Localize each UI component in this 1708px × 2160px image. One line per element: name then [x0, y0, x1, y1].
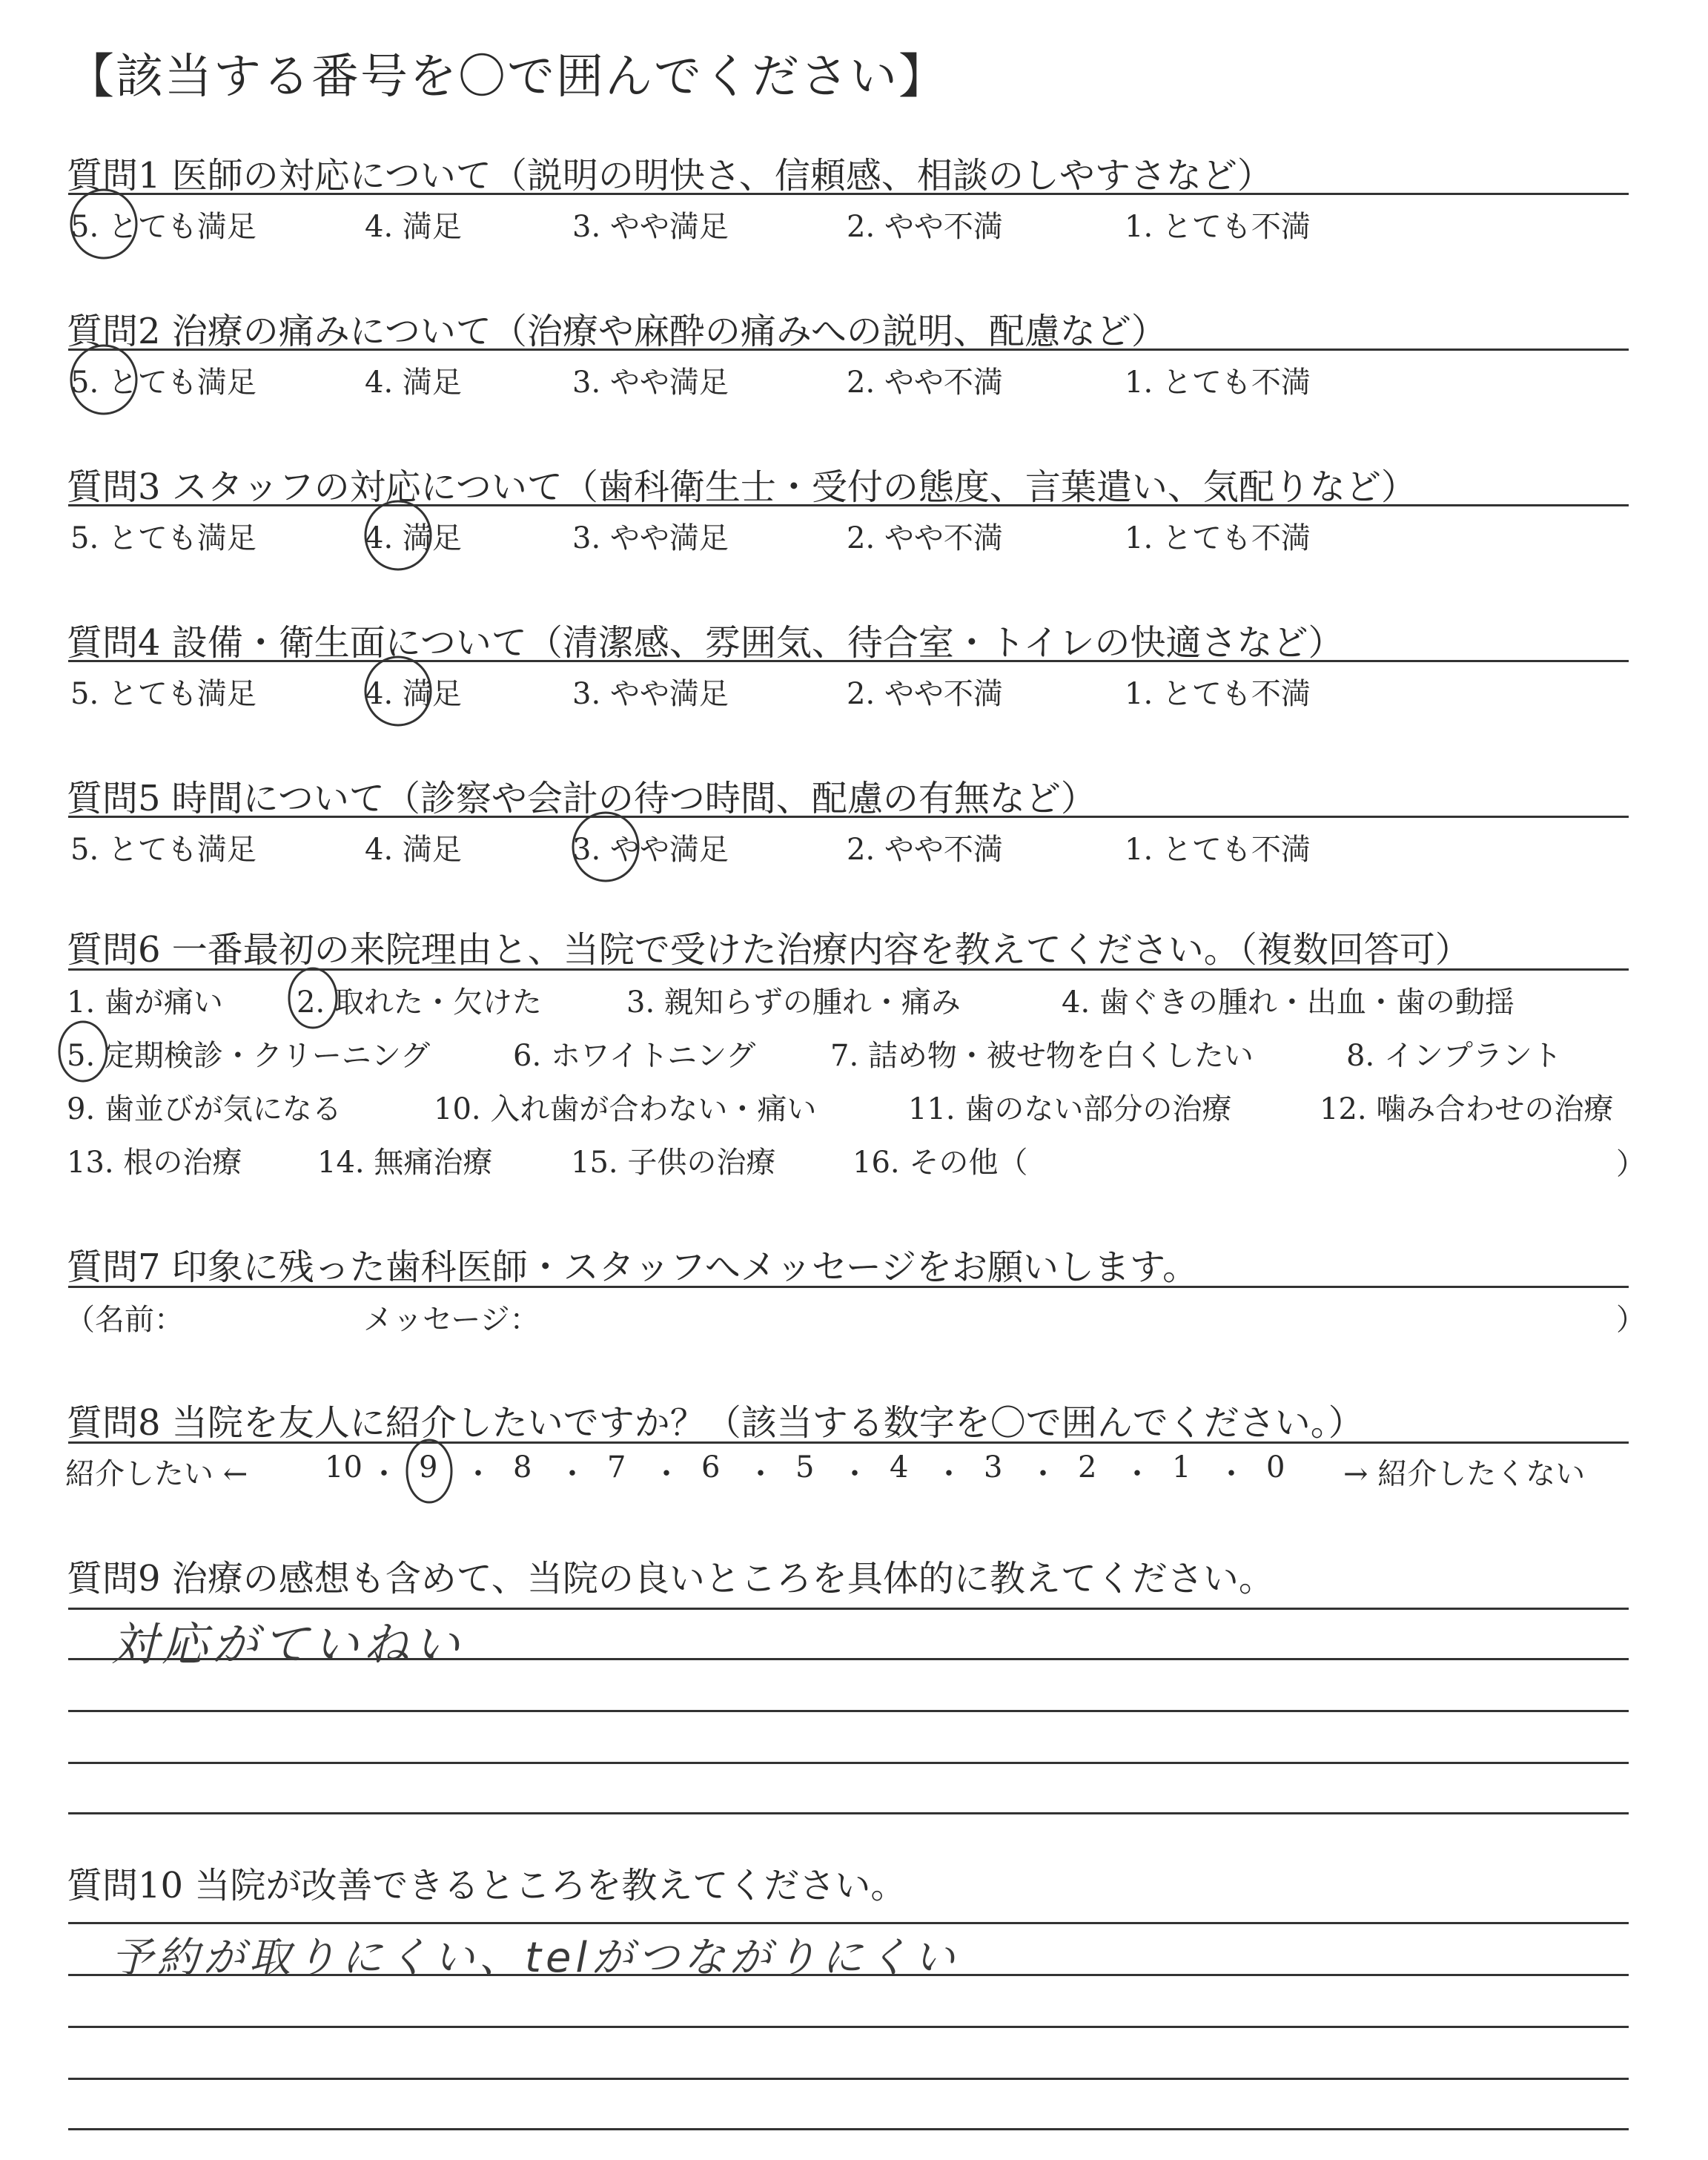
q6-option-5[interactable]: 5. 定期検診・クリーニング — [67, 1039, 431, 1073]
q1-option-5[interactable]: 5. とても満足 — [70, 210, 256, 244]
q8-separator: ・ — [463, 1457, 493, 1491]
q8-separator: ・ — [1122, 1457, 1152, 1491]
q2-option-4[interactable]: 4. 満足 — [365, 366, 462, 400]
q8-selected-circle — [407, 1440, 451, 1502]
q4-option-5[interactable]: 5. とても満足 — [70, 677, 256, 711]
q2-selected-circle — [71, 346, 136, 414]
q4-option-2[interactable]: 2. やや不満 — [847, 677, 1003, 711]
form-header: 【該当する番号を〇で囲んでください】 — [67, 50, 947, 105]
q5-option-5[interactable]: 5. とても満足 — [70, 833, 256, 867]
q6-option-6[interactable]: 6. ホワイトニング — [513, 1039, 756, 1073]
q6-option-8[interactable]: 8. インプラント — [1346, 1039, 1562, 1073]
q6-option-15[interactable]: 15. 子供の治療 — [571, 1146, 776, 1180]
q8-separator: ・ — [557, 1457, 587, 1491]
q5-option-1[interactable]: 1. とても不満 — [1125, 833, 1311, 867]
q6-option-2[interactable]: 2. 取れた・欠けた — [297, 985, 542, 1020]
q8-scale-8[interactable]: 8 — [513, 1450, 532, 1484]
q3-option-4[interactable]: 4. 満足 — [365, 521, 462, 555]
q6-option-10[interactable]: 10. 入れ歯が合わない・痛い — [434, 1092, 817, 1126]
q8-separator: ・ — [1217, 1457, 1246, 1491]
q8-separator: ・ — [840, 1457, 870, 1491]
q3-option-2[interactable]: 2. やや不満 — [847, 521, 1003, 555]
q7-message-label[interactable]: メッセージ： — [363, 1303, 540, 1337]
q4-option-4[interactable]: 4. 満足 — [365, 677, 462, 711]
q4-title: 質問4 設備・衛生面について（清潔感、雰囲気、待合室・トイレの快適さなど） — [67, 622, 1344, 664]
q1-option-4[interactable]: 4. 満足 — [365, 210, 462, 244]
q7-title: 質問7 印象に残った歯科医師・スタッフへメッセージをお願いします。 — [67, 1246, 1199, 1288]
q8-separator: ・ — [1028, 1457, 1058, 1491]
q2-option-3[interactable]: 3. やや満足 — [572, 366, 729, 400]
q6-option-14[interactable]: 14. 無痛治療 — [317, 1146, 493, 1180]
q5-title: 質問5 時間について（診察や会計の待つ時間、配慮の有無など） — [67, 778, 1096, 819]
q8-scale-3[interactable]: 3 — [984, 1450, 1003, 1484]
q8-left-label: 紹介したい ← — [65, 1457, 248, 1491]
q8-scale-4[interactable]: 4 — [890, 1450, 909, 1484]
q3-option-5[interactable]: 5. とても満足 — [70, 521, 256, 555]
q8-separator: ・ — [652, 1457, 681, 1491]
q1-option-3[interactable]: 3. やや満足 — [572, 210, 729, 244]
q6-option-9[interactable]: 9. 歯並びが気になる — [67, 1092, 342, 1126]
q1-option-1[interactable]: 1. とても不満 — [1125, 210, 1311, 244]
q6-option-4[interactable]: 4. 歯ぐきの腫れ・出血・歯の動揺 — [1062, 985, 1515, 1020]
q6-selected-circle-5 — [59, 1022, 107, 1081]
q6-title: 質問6 一番最初の来院理由と、当院で受けた治療内容を教えてください。（複数回答可） — [67, 929, 1471, 971]
q9-handwritten-answer[interactable]: 対応がていねい — [111, 1617, 465, 1671]
q10-handwritten-answer[interactable]: 予約が取りにくい、telがつながりにくい — [111, 1934, 959, 1982]
q2-option-5[interactable]: 5. とても満足 — [70, 366, 256, 400]
q8-title: 質問8 当院を友人に紹介したいですか？（該当する数字を〇で囲んでください。） — [67, 1402, 1364, 1444]
q2-title: 質問2 治療の痛みについて（治療や麻酔の痛みへの説明、配慮など） — [67, 311, 1167, 352]
q6-option-7[interactable]: 7. 詰め物・被せ物を白くしたい — [830, 1039, 1254, 1073]
q10-title: 質問10 当院が改善できるところを教えてください。 — [67, 1865, 907, 1906]
q1-selected-circle — [71, 190, 136, 258]
q8-separator: ・ — [746, 1457, 775, 1491]
q2-option-2[interactable]: 2. やや不満 — [847, 366, 1003, 400]
q7-close-paren: ） — [1616, 1303, 1646, 1337]
q6-option-12[interactable]: 12. 噛み合わせの治療 — [1320, 1092, 1614, 1126]
q1-title: 質問1 医師の対応について（説明の明快さ、信頼感、相談のしやすさなど） — [67, 155, 1273, 196]
q5-option-3[interactable]: 3. やや満足 — [572, 833, 729, 867]
q3-option-3[interactable]: 3. やや満足 — [572, 521, 729, 555]
q8-scale-7[interactable]: 7 — [607, 1450, 626, 1484]
q4-selected-circle — [365, 657, 431, 725]
q8-scale-2[interactable]: 2 — [1078, 1450, 1097, 1484]
q6-option-1[interactable]: 1. 歯が痛い — [67, 985, 223, 1020]
q8-scale-1[interactable]: 1 — [1172, 1450, 1191, 1484]
q7-name-label[interactable]: （名前： — [65, 1303, 184, 1337]
q5-option-2[interactable]: 2. やや不満 — [847, 833, 1003, 867]
q6-option-3[interactable]: 3. 親知らずの腫れ・痛み — [626, 985, 961, 1020]
q8-separator: ・ — [934, 1457, 964, 1491]
q3-selected-circle — [365, 501, 431, 569]
q8-scale-9[interactable]: 9 — [419, 1450, 438, 1484]
q2-option-1[interactable]: 1. とても不満 — [1125, 366, 1311, 400]
q5-selected-circle — [573, 813, 638, 881]
q9-title: 質問9 治療の感想も含めて、当院の良いところを具体的に教えてください。 — [67, 1558, 1274, 1599]
q4-option-3[interactable]: 3. やや満足 — [572, 677, 729, 711]
q5-option-4[interactable]: 4. 満足 — [365, 833, 462, 867]
q6-close-paren: ） — [1616, 1147, 1646, 1181]
q3-option-1[interactable]: 1. とても不満 — [1125, 521, 1311, 555]
q8-separator: ・ — [369, 1457, 399, 1491]
q8-scale-6[interactable]: 6 — [701, 1450, 721, 1484]
q8-scale-10[interactable]: 10 — [325, 1450, 363, 1484]
q6-selected-circle-2 — [289, 968, 337, 1028]
q8-scale-5[interactable]: 5 — [795, 1450, 815, 1484]
q6-option-13[interactable]: 13. 根の治療 — [67, 1146, 242, 1180]
q6-option-16[interactable]: 16. その他（ — [853, 1146, 1028, 1180]
q4-option-1[interactable]: 1. とても不満 — [1125, 677, 1311, 711]
q8-scale-0[interactable]: 0 — [1266, 1450, 1285, 1484]
q6-option-11[interactable]: 11. 歯のない部分の治療 — [908, 1092, 1232, 1126]
q8-right-label: → 紹介したくない — [1343, 1457, 1586, 1491]
q3-title: 質問3 スタッフの対応について（歯科衛生士・受付の態度、言葉遣い、気配りなど） — [67, 466, 1417, 508]
q1-option-2[interactable]: 2. やや不満 — [847, 210, 1003, 244]
